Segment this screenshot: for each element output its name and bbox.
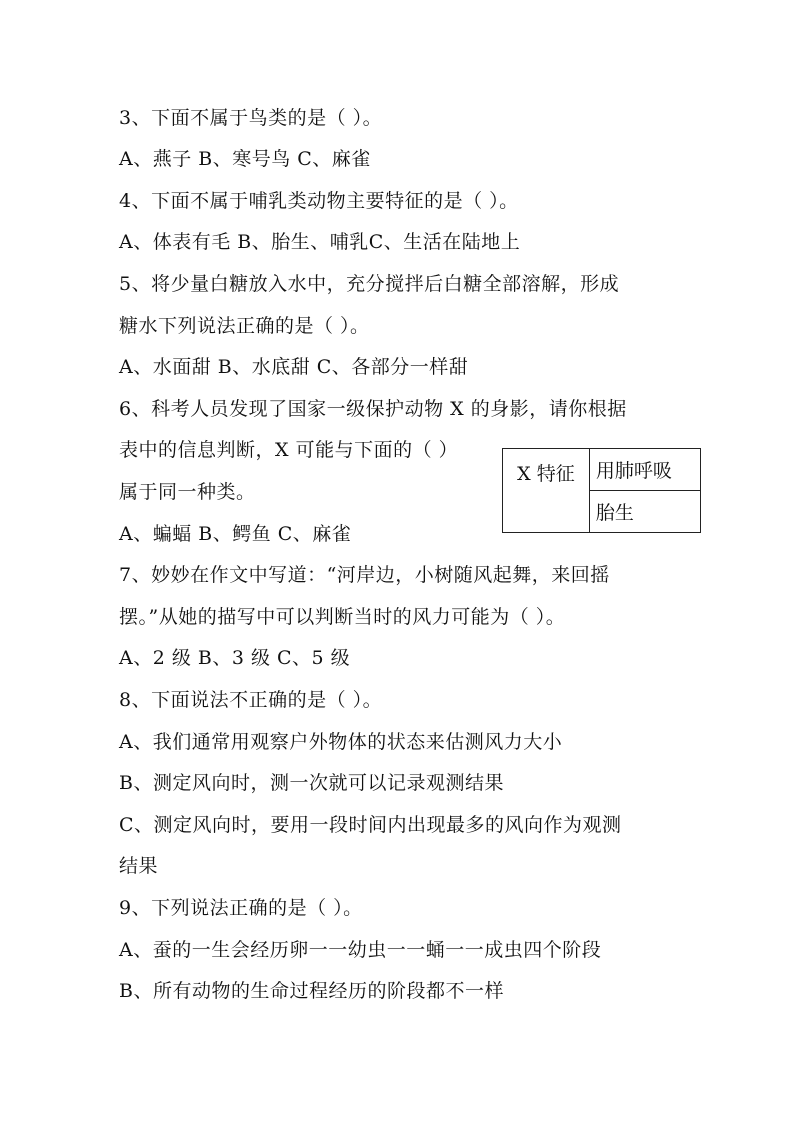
question-6-stem-line3: 属于同一种类。	[119, 481, 256, 503]
question-5-options: A、水面甜 B、水底甜 C、各部分一样甜	[119, 356, 469, 378]
question-9-option-a: A、蚕的一生会经历卵一一幼虫一一蛹一一成虫四个阶段	[119, 939, 602, 961]
question-9-option-b: B、所有动物的生命过程经历的阶段都不一样	[119, 980, 504, 1002]
question-5-stem-line1: 5、将少量白糖放入水中，充分搅拌后白糖全部溶解，形成	[119, 273, 620, 295]
question-6-stem-line2: 表中的信息判断，X 可能与下面的（ ）	[119, 439, 459, 461]
x-feature-lung-breathing: 用肺呼吸	[589, 449, 700, 491]
question-6-stem-line1: 6、科考人员发现了国家一级保护动物 X 的身影，请你根据	[119, 398, 627, 420]
question-6-options: A、蝙蝠 B、鳄鱼 C、麻雀	[119, 523, 352, 545]
question-8-option-c-line2: 结果	[119, 855, 159, 877]
question-7-stem-line2: 摆。”从她的描写中可以判断当时的风力可能为（ ）。	[119, 606, 566, 628]
question-5-stem-line2: 糖水下列说法正确的是（ ）。	[119, 315, 370, 337]
question-3-options: A、燕子 B、寒号鸟 C、麻雀	[119, 148, 371, 170]
question-8-stem: 8、下面说法不正确的是（ ）。	[119, 689, 383, 711]
x-feature-viviparous: 胎生	[589, 491, 700, 533]
question-8-option-a: A、我们通常用观察户外物体的状态来估测风力大小	[119, 731, 563, 753]
question-7-options: A、2 级 B、3 级 C、5 级	[119, 647, 351, 669]
question-4-stem: 4、下面不属于哺乳类动物主要特征的是（ ）。	[119, 190, 519, 212]
x-features-header: X 特征	[503, 449, 590, 533]
question-3-stem: 3、下面不属于鸟类的是（ ）。	[119, 107, 383, 129]
question-8-option-c-line1: C、测定风向时，要用一段时间内出现最多的风向作为观测	[119, 814, 622, 836]
question-4-options: A、体表有毛 B、胎生、哺乳C、生活在陆地上	[119, 231, 521, 253]
question-7-stem-line1: 7、妙妙在作文中写道：“河岸边，小树随风起舞，来回摇	[119, 564, 610, 586]
question-8-option-b: B、测定风向时，测一次就可以记录观测结果	[119, 772, 504, 794]
x-features-table	[502, 448, 701, 533]
question-9-stem: 9、下列说法正确的是（ ）。	[119, 897, 363, 919]
